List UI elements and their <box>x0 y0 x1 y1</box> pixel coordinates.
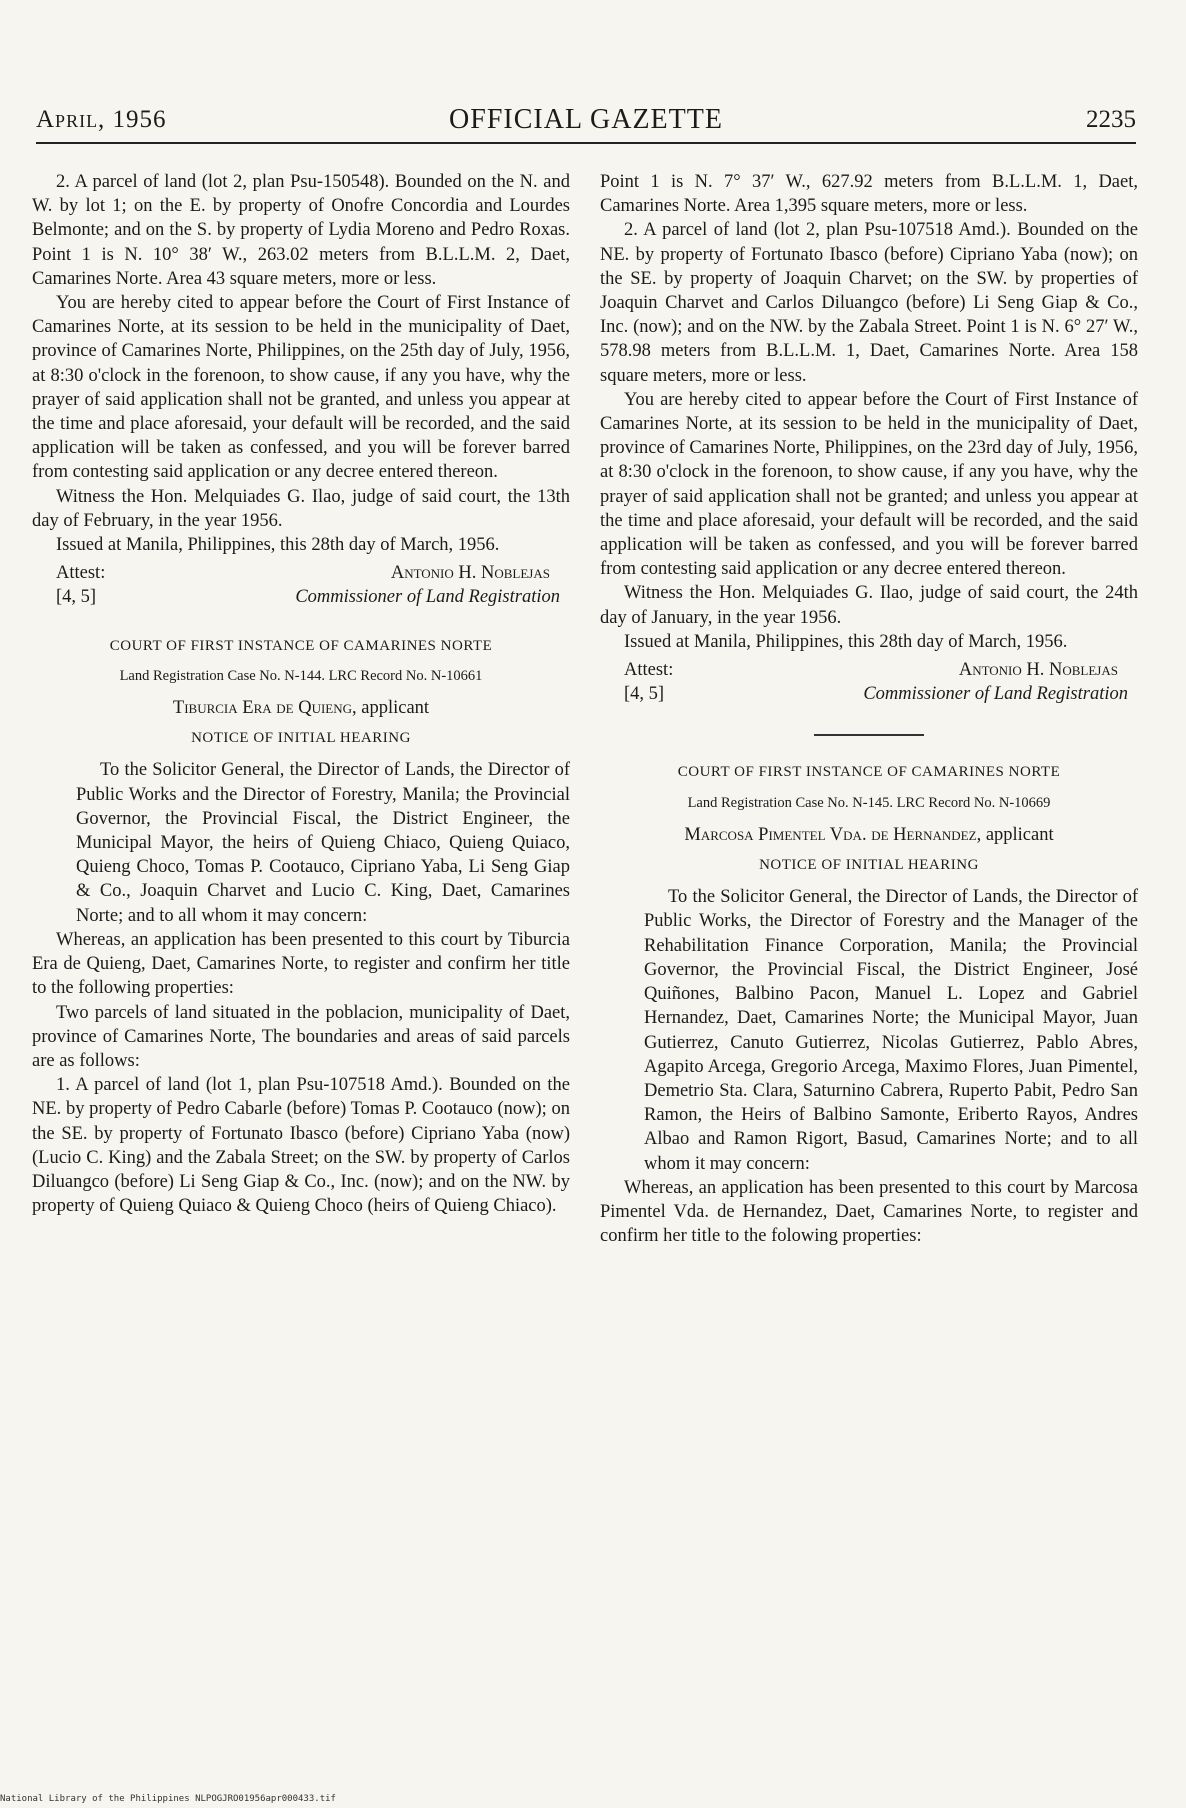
applicant-suffix: , applicant <box>976 824 1054 845</box>
left-column <box>32 170 570 1218</box>
scan-footer: National Library of the Philippines NLPOGJRO01956apr000433.tif <box>0 1794 336 1804</box>
applicant-name: Marcosa Pimentel Vda. de Hernandez <box>684 824 977 845</box>
applicant-name: Tiburcia Era de Quieng <box>172 698 353 719</box>
attest-name: Antonio H. Noblejas <box>390 563 550 584</box>
paragraph: Witness the Hon. Melquiades G. Ilao, judge of said court, the 13th day of February, in the year 1956. <box>32 486 570 531</box>
paragraph: 1. A parcel of land (lot 1, plan Psu-107518 Amd.). Bounded on the NE. by property of Pedro Cabarle (before) Tomas P. Cootauco (now); on the SE. by property of Fortunato Ibasco (before) Cipriano Yaba (now) (Lucio C. King) and the Zabala Street; on the SW. by property of Carlos Diluangco (before) Li Seng Giap & Co., Inc. (now); and on the NW. by property of Quieng Quiaco & Quieng Choco (heirs of Quieng Chiaco). <box>32 1075 570 1217</box>
attest-title: Commissioner of Land Registration <box>863 684 1128 705</box>
applicant-line <box>600 823 1138 847</box>
publication-title: OFFICIAL GAZETTE <box>449 104 723 135</box>
addressees: To the Solicitor General, the Director of Lands, the Director of Public Works, the Director of Forestry and the Manager of the Rehabilitation Finance Corporation, Manila; the Provincial Governor, the Provincial Fiscal, the District Engineer, José Quiñones, Balbino Pacon, Manuel L. Lopez and Gabriel Hernandez, Daet, Camarines Norte; the Municipal Mayor, Juan Gutierrez, Canuto Gutierrez, Nicolas Gutierrez, Pablo Abres, Agapito Arcega, Gregorio Arcega, Maximo Flores, Juan Pimentel, Demetrio Sta. Clara, Saturnino Cabrera, Ruperto Pabit, Pedro San Ramon, the Heirs of Balbino Samonte, Eriberto Rayos, Andres Albao and Ramon Rigort, Basud, Camarines Norte; and to all whom it may concern: <box>644 887 1138 1174</box>
section-divider <box>814 734 924 736</box>
paragraph: Whereas, an application has been presented to this court by Tiburcia Era de Quieng, Daet, Camarines Norte, to register and confirm her title to the following properties: <box>32 929 570 999</box>
paragraph: You are hereby cited to appear before the Court of First Instance of Camarines Norte, at its session to be held in the municipality of Daet, province of Camarines Norte, Philippines, on the 23rd day of July, 1956, at 8:30 o'clock in the forenoon, to show cause, if any you have, why the prayer of said application shall not be granted; and unless you appear at the time and place aforesaid, your default will be recorded, and the said application will be taken as confessed, and you will be forever barred from contesting said application or any decree entered thereon. <box>600 389 1138 580</box>
page-number: 2235 <box>1086 106 1136 133</box>
paragraph: 2. A parcel of land (lot 2, plan Psu-107518 Amd.). Bounded on the NE. by property of Fortunato Ibasco (before) Cipriano Yaba (now); on the SE. by property of Joaquin Charvet; on the SW. by properties of Joaquin Charvet and Carlos Diluangco (before) Li Seng Giap & Co., Inc. (now); and on the NW. by the Zabala Street. Point 1 is N. 6° 27′ W., 578.98 meters from B.L.L.M. 1, Daet, Camarines Norte. Area 158 square meters, more or less. <box>600 220 1138 386</box>
attestation-line-2 <box>600 682 1138 706</box>
paragraph: Witness the Hon. Melquiades G. Ilao, judge of said court, the 24th day of January, in the year 1956. <box>600 583 1138 628</box>
page-header <box>36 100 1136 144</box>
notice-heading: NOTICE OF INITIAL HEARING <box>759 857 979 874</box>
paragraph: You are hereby cited to appear before the Court of First Instance of Camarines Norte, at its session to be held in the municipality of Daet, province of Camarines Norte, Philippines, on the 25th day of July, 1956, at 8:30 o'clock in the forenoon, to show cause, if any you have, why the prayer of said application shall not be granted, and unless you appear at the time and place aforesaid, your default will be recorded, and the said application will be taken as confessed, and you will be forever barred from contesting said application or any decree entered thereon. <box>32 293 570 483</box>
issue-ref: [4, 5] <box>624 684 665 705</box>
notice-heading: NOTICE OF INITIAL HEARING <box>191 730 411 747</box>
attest-label: Attest: <box>56 563 106 584</box>
addressees: To the Solicitor General, the Director of Lands, the Director of Public Works and the Director of Forestry, Manila; the Provincial Governor, the Provincial Fiscal, the District Engineer, the Municipal Mayor, the heirs of Quieng Chiaco, Quieng Quiaco, Quieng Choco, Tomas P. Cootauco, Cipriano Yaba, Li Seng Giap & Co., Joaquin Charvet and Lucio C. King, Daet, Camarines Norte; and to all whom it may concern: <box>76 760 570 926</box>
paragraph: Two parcels of land situated in the poblacion, municipality of Daet, province of Camarines Norte, The boundaries and areas of said parcels are as follows: <box>32 1002 570 1071</box>
paragraph: Issued at Manila, Philippines, this 28th day of March, 1956. <box>56 535 500 556</box>
right-column <box>600 170 1138 1248</box>
attestation-line-2 <box>32 585 570 609</box>
paragraph: Whereas, an application has been presented to this court by Marcosa Pimentel Vda. de Hernandez, Daet, Camarines Norte, to register and confirm her title to the folowing properties: <box>600 1177 1138 1247</box>
applicant-line <box>32 696 570 720</box>
case-number: Land Registration Case No. N-144. LRC Record No. N-10661 <box>119 667 483 684</box>
case-number: Land Registration Case No. N-145. LRC Record No. N-10669 <box>687 794 1051 811</box>
attestation <box>32 561 570 585</box>
paragraph: Point 1 is N. 7° 37′ W., 627.92 meters from B.L.L.M. 1, Daet, Camarines Norte. Area 1,395 square meters, more or less. <box>600 172 1138 217</box>
paragraph: 2. A parcel of land (lot 2, plan Psu-150548). Bounded on the N. and W. by lot 1; on the E. by property of Onofre Concordia and Lourdes Belmonte; and on the S. by property of Lydia Moreno and Pedro Roxas. Point 1 is N. 10° 38′ W., 263.02 meters from B.L.L.M. 2, Daet, Camarines Norte. Area 43 square meters, more or less. <box>32 172 570 289</box>
attestation <box>600 658 1138 682</box>
issue-ref: [4, 5] <box>56 587 97 608</box>
court-heading: COURT OF FIRST INSTANCE OF CAMARINES NORTE <box>677 764 1061 781</box>
court-heading: COURT OF FIRST INSTANCE OF CAMARINES NORTE <box>109 637 493 654</box>
attest-name: Antonio H. Noblejas <box>958 660 1118 681</box>
attest-title: Commissioner of Land Registration <box>295 587 560 608</box>
attest-label: Attest: <box>624 660 674 681</box>
applicant-suffix: , applicant <box>352 698 430 719</box>
issue-date: April, 1956 <box>36 106 167 133</box>
paragraph: Issued at Manila, Philippines, this 28th day of March, 1956. <box>624 631 1068 652</box>
